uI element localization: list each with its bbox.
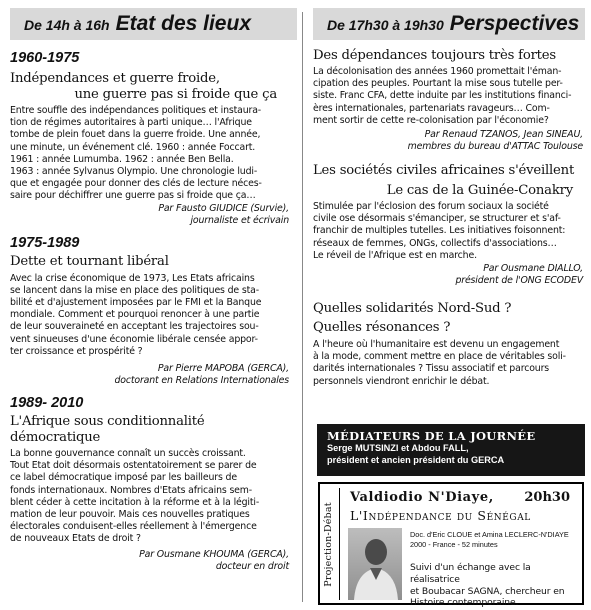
section-body	[10, 273, 297, 358]
section-body	[10, 105, 297, 203]
body-line: Tout Etat doit désormais ostentatoirement se parer de	[10, 460, 257, 472]
body-line: A l'heure où l'humanitaire est devenu un engagement	[313, 339, 560, 351]
section-societes-civiles	[313, 163, 585, 287]
section-dependances	[313, 48, 585, 153]
body-line: personnels viendront enrichir le débat.	[313, 375, 490, 387]
body-line: darités internationales ? Tissu associatif et parcours	[313, 363, 550, 375]
body-line: franchir de multiples tutelles. Les initiatives foisonnent:	[313, 225, 566, 237]
section-title: Indépendances et guerre froide,	[10, 71, 220, 86]
right-header	[313, 8, 585, 40]
body-line: que et engagée pour donner des clés de lecture néces-	[10, 178, 262, 190]
body-line: civile ose désormais s'émanciper, se structurer et s'af-	[313, 213, 561, 225]
body-line: réseaux de femmes, ONGs, collectifs d'associations…	[313, 237, 557, 249]
section-body	[313, 339, 585, 388]
description-line: Histoire contemporaine.	[410, 597, 519, 609]
left-column	[10, 0, 297, 573]
signature-line: Par Fausto GIUDICE (Survie),	[158, 202, 289, 214]
body-line: de nouveaux Etats de droit ?	[10, 533, 141, 545]
body-line: saire pour déchiffrer une guerre pas si froide que ça…	[10, 190, 256, 202]
signature-line: président de l'ONG ECODEV	[455, 275, 583, 287]
body-line: La bonne gouvernance connaît un succès croissant.	[10, 448, 246, 460]
signature-line: journaliste et écrivain	[190, 214, 289, 226]
body-line: 1961 : année Lumumba. 1962 : année Ben Bella.	[10, 153, 234, 165]
signature-line: Par Pierre MAPOBA (GERCA),	[157, 363, 289, 375]
body-line: bilité et d'ajustement imposées par le FMI et la Banque	[10, 297, 262, 309]
credits-line: Doc. d'Eric CLOUE et Amina LECLERC-N'DIAYE	[410, 530, 569, 539]
body-line: de leur souveraineté en acceptant les trajectoires sou-	[10, 321, 259, 333]
section-title: une guerre pas si froide que ça	[74, 87, 277, 102]
section-period: 1989- 2010	[10, 395, 84, 412]
section-signature	[313, 263, 585, 287]
body-line: Avec la crise économique de 1973, Les Etats africains	[10, 272, 255, 284]
left-header-time: De 14h à 16h	[24, 17, 110, 33]
section-body	[313, 66, 585, 127]
body-line: siste. Franc CFA, dette induite par les institutions financi-	[313, 90, 572, 102]
body-line: 1963 : année Sylvanus Olympio. Une chronologie ludi-	[10, 166, 258, 178]
body-line: La décolonisation des années 1960 promettait l'éman-	[313, 66, 562, 77]
body-line: blent céder à cette incitation à la réforme et à la légiti-	[10, 496, 260, 508]
body-line: électorales conduisent-elles réellement à l'émergence	[10, 521, 257, 533]
film-title: Valdiodio N'Diaye,	[350, 490, 494, 505]
signature-line: Par Ousmane DIALLO,	[483, 263, 583, 275]
body-line: ter croissance et prospérité ?	[10, 345, 143, 357]
section-title: Quelles résonances ?	[313, 320, 451, 336]
body-line: tombe de plein fouet dans la guerre froide. Une année,	[10, 129, 261, 141]
section-title: Les sociétés civiles africaines s'éveillent	[313, 163, 575, 179]
projection-vertical-label: Projection-Débat	[323, 502, 334, 587]
projection-box	[318, 482, 584, 609]
section-period: 1975-1989	[10, 234, 80, 251]
section-signature	[10, 363, 297, 387]
mediators-line: Serge MUTSINZI et Abdou FALL,	[327, 443, 469, 453]
signature-line: docteur en droit	[215, 560, 289, 572]
body-line: cipation des peuples. Pourtant la mise sous tutelle per-	[313, 78, 563, 90]
portrait-figure-icon	[348, 528, 402, 600]
column-divider	[302, 12, 303, 602]
film-time: 20h30	[524, 490, 570, 505]
signature-line: Par Ousmane KHOUMA (GERCA),	[139, 548, 289, 560]
section-period: 1960-1975	[10, 50, 80, 66]
body-line: à la mode, comment mettre en place de véritables soli-	[313, 351, 566, 363]
film-description	[410, 562, 580, 609]
right-header-time: De 17h30 à 19h30	[327, 17, 444, 33]
body-line: Le réveil de l'Afrique est en marche.	[313, 249, 477, 261]
body-line: tion de régimes autoritaires à parti unique… l'Afrique	[10, 117, 252, 129]
section-signature	[10, 203, 297, 227]
mediators-box	[317, 424, 585, 476]
body-line: Entre souffle des indépendances politiques et instaura-	[10, 105, 262, 116]
section-solidarites	[313, 301, 585, 388]
right-column	[313, 0, 585, 388]
body-line: se lancent dans la mise en place des politiques de sta-	[10, 284, 259, 296]
body-line: mation de leur pouvoir. Mais ces nouvelles pratiques	[10, 509, 250, 521]
section-title: Des dépendances toujours très fortes	[313, 48, 556, 63]
body-line: une minute, un événement clé. 1960 : année Foccart.	[10, 141, 256, 153]
signature-line: Par Renaud TZANOS, Jean SINEAU,	[424, 129, 583, 141]
left-header-title: Etat des lieux	[115, 12, 251, 35]
signature-line: membres du bureau d'ATTAC Toulouse	[407, 141, 583, 153]
signature-line: doctorant en Relations Internationales	[114, 375, 289, 387]
section-title: L'Afrique sous conditionnalité démocratique	[10, 414, 205, 446]
section-title: Le cas de la Guinée-Conakry	[386, 183, 573, 199]
mediators-title: MÉDIATEURS DE LA JOURNÉE	[327, 429, 536, 443]
section-signature	[10, 549, 297, 573]
body-line: Stimulée par l'éclosion des forum sociaux la société	[313, 201, 549, 213]
film-credits	[410, 530, 580, 549]
section-1975-1989	[10, 235, 297, 387]
body-line: fonds internationaux. Nombres d'Etats africains sem-	[10, 484, 253, 496]
body-line: mondiale. Comment et pourquoi renoncer à une partie	[10, 309, 260, 321]
left-header	[10, 8, 297, 40]
portrait-photo	[348, 528, 402, 600]
section-title: Quelles solidarités Nord-Sud ?	[313, 301, 512, 317]
body-line: ères internationales, partenariats ravageurs… Com-	[313, 102, 550, 114]
body-line: ce label démocratique imposé par les bailleurs de	[10, 472, 237, 484]
section-1989-2010	[10, 395, 297, 573]
film-subtitle: L'Indépendance du Sénégal	[350, 508, 531, 523]
section-title: Dette et tournant libéral	[10, 253, 169, 269]
vertical-divider	[339, 488, 340, 600]
body-line: vent sinueuses d'une économie libérale censée appor-	[10, 333, 258, 345]
section-body	[313, 201, 585, 262]
mediators-line: président et ancien président du GERCA	[327, 454, 505, 465]
description-line: et Boubacar SAGNA, chercheur en	[410, 585, 565, 597]
body-line: ment sortir de cette re-colonisation par l'économie?	[313, 114, 549, 126]
right-header-title: Perspectives	[449, 12, 580, 35]
section-1960-1975	[10, 50, 297, 227]
section-body	[10, 448, 297, 546]
credits-line: 2000 - France - 52 minutes	[410, 539, 498, 549]
description-line: Suivi d'un échange avec la réalisatrice	[410, 562, 531, 585]
section-signature	[313, 129, 585, 153]
